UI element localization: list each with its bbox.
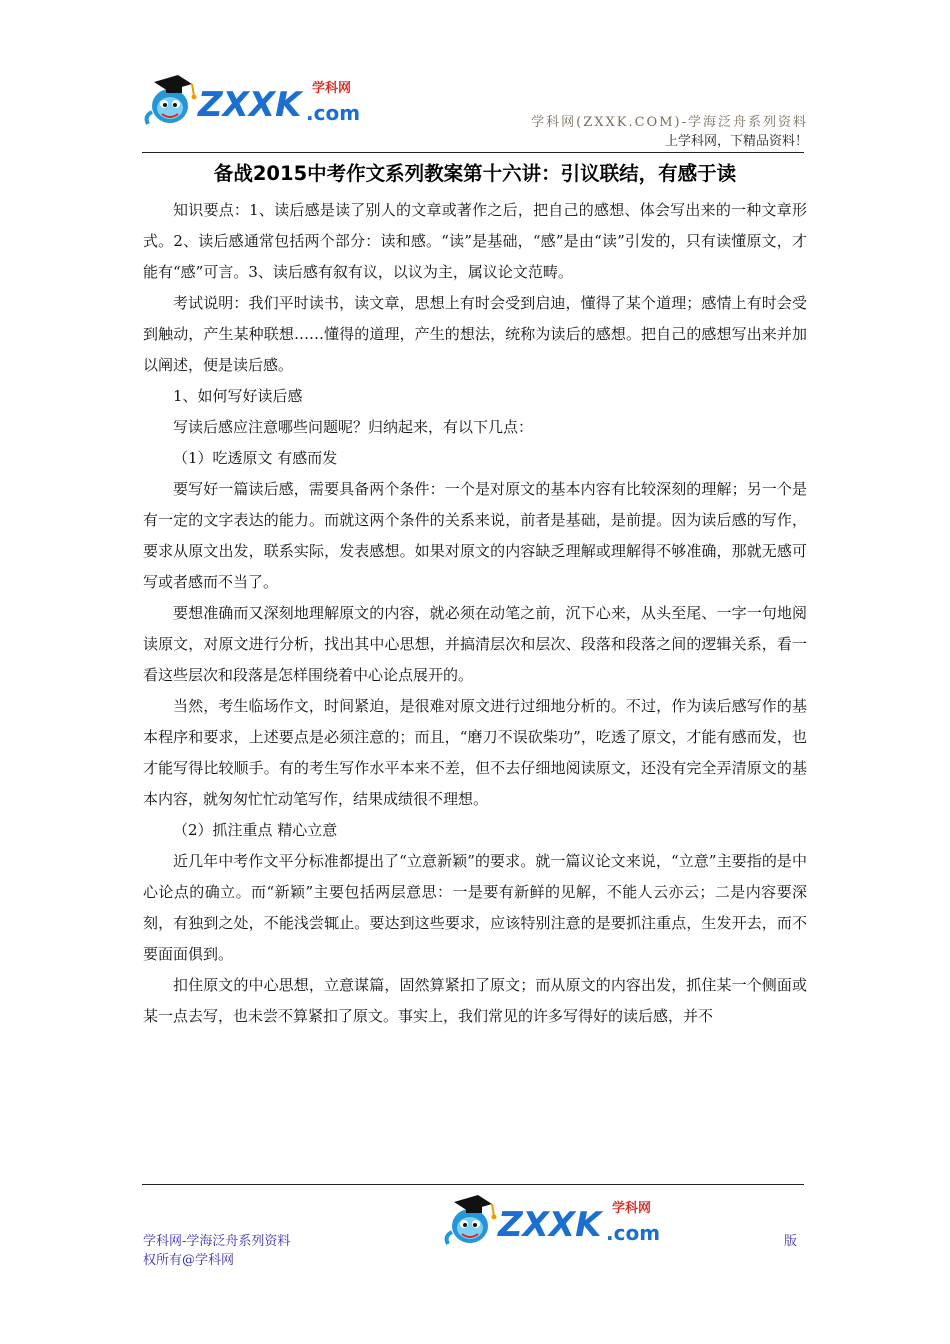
svg-text:ZXXK: ZXXK <box>198 85 302 125</box>
section-heading: （1）吃透原文 有感而发 <box>173 449 338 467</box>
header-site-name: 学科网(ZXXK.COM)-学海泛舟系列资料 <box>531 115 808 130</box>
footer-copyright <box>143 1232 290 1270</box>
body-paragraph: 扣住原文的中心思想，立意谋篇，固然算紧扣了原文；而从原文的内容出发，抓住某一个侧面或某一点去写，也未尝不算紧扣了原文。事实上，我们常见的许多写得好的读后感，并不 <box>143 976 807 1025</box>
body-paragraph: 当然，考生临场作文，时间紧迫，是很难对原文进行过细地分析的。不过，作为读后感写作的基本程序和要求，上述要点是必须注意的；而且，“磨刀不误砍柴功”，吃透了原文，才能有感而发，也才能写得比较顺手。有的考生写作水平本来不差，但不去仔细地阅读原文，还没有完全弄清原文的基本内容，就匆匆忙忙动笔写作，结果成绩很不理想。 <box>143 697 807 808</box>
svg-text:ZXXK: ZXXK <box>498 1205 602 1245</box>
body-paragraph: 要想准确而又深刻地理解原文的内容，就必须在动笔之前，沉下心来，从头至尾、一字一句地阅读原文，对原文进行分析，找出其中心思想，并搞清层次和层次、段落和段落之间的逻辑关系，看一看这些层次和段落是怎样围绕着中心论点展开的。 <box>143 604 807 684</box>
header-info <box>531 113 808 151</box>
footer-line-1: 学科网-学海泛舟系列资料 <box>143 1234 291 1249</box>
svg-text:.com: .com <box>606 1221 661 1245</box>
section-heading: 1、如何写好读后感 <box>173 387 303 405</box>
svg-text:学科网: 学科网 <box>612 1201 652 1216</box>
mascot-icon <box>447 1195 497 1244</box>
footer-copyright-tail: 版 <box>784 1234 798 1249</box>
body-paragraph: 写读后感应注意哪些问题呢？归纳起来，有以下几点： <box>173 418 534 436</box>
header-slogan: 上学科网，下精品资料！ <box>664 134 808 149</box>
mascot-icon <box>147 75 197 124</box>
body-paragraph: 近几年中考作文平分标准都提出了“立意新颖”的要求。就一篇议论文来说，“立意”主要指的是中心论点的确立。而“新颖”主要包括两层意思：一是要有新鲜的见解，不能人云亦云；二是内容要深刻，有独到之处，不能浅尝辄止。要达到这些要求，应该特别注意的是要抓注重点，生发开去，而不要面面俱到。 <box>143 852 807 963</box>
zxxk-footer-logo <box>440 1186 670 1250</box>
body-paragraph: 考试说明：我们平时读书，读文章，思想上有时会受到启迪，懂得了某个道理；感情上有时会受到触动，产生某种联想……懂得的道理，产生的想法，统称为读后的感想。把自己的感想写出来并加以阐述，便是读后感。 <box>143 294 807 374</box>
document-body <box>143 195 807 1032</box>
footer-rule <box>142 1184 804 1185</box>
svg-text:学科网: 学科网 <box>312 81 352 96</box>
section-heading: （2）抓注重点 精心立意 <box>173 821 338 839</box>
body-paragraph: 要写好一篇读后感，需要具备两个条件：一个是对原文的基本内容有比较深刻的理解；另一个是有一定的文字表达的能力。而就这两个条件的关系来说，前者是基础，是前提。因为读后感的写作，要求从原文出发，联系实际，发表感想。如果对原文的内容缺乏理解或理解得不够准确，那就无感可写或者感而不当了。 <box>143 480 807 591</box>
body-paragraph: 知识要点：1、读后感是读了别人的文章或著作之后，把自己的感想、体会写出来的一种文章形式。2、读后感通常包括两个部分：读和感。“读”是基础，“感”是由“读”引发的，只有读懂原文，才能有“感”可言。3、读后感有叙有议，以议为主，属议论文范畴。 <box>143 201 807 281</box>
document-title: 备战2015中考作文系列教案第十六讲：引议联结，有感于读 <box>213 162 737 185</box>
svg-text:.com: .com <box>306 101 361 125</box>
zxxk-logo <box>140 66 370 130</box>
header-rule <box>142 152 804 153</box>
footer-line-2: 权所有@学科网 <box>143 1253 235 1268</box>
